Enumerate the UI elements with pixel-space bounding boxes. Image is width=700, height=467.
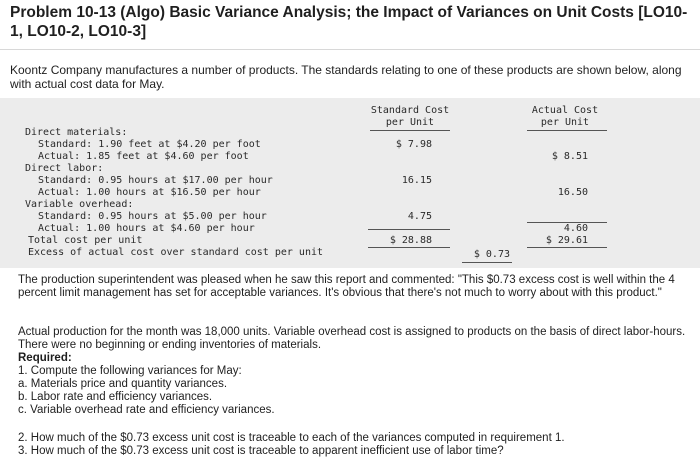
requirement-1: 1. Compute the following variances for May: <box>18 365 242 377</box>
required-label: Required: <box>18 352 72 364</box>
total-cost-label: Total cost per unit <box>28 235 143 246</box>
direct-materials-label: Direct materials: <box>25 127 128 138</box>
superintendent-quote: The production superintendent was pleased when he saw this report and commented: "This $0.73 excess cost is well within the 4 percent limit management has set for acceptable variances. It's obvious that there's not much to worry about with this product." <box>18 274 675 299</box>
vo-standard-row: Standard: 0.95 hours at $5.00 per hour <box>38 211 267 222</box>
dm-standard-value: $ 7.98 <box>395 139 432 150</box>
actual-header-line1: Actual Cost <box>531 105 599 116</box>
vo-standard-value: 4.75 <box>407 211 432 222</box>
total-actual-value: $ 29.61 <box>545 235 588 246</box>
requirement-1b: b. Labor rate and efficiency variances. <box>18 391 213 403</box>
vo-actual-row: Actual: 1.00 hours at $4.60 per hour <box>38 223 255 234</box>
actual-header-line2: per Unit <box>540 117 590 128</box>
standard-header-underline <box>370 130 450 131</box>
intro-text: Koontz Company manufactures a number of products. The standards relating to one of these products are shown below, along with actual cost data for May. <box>10 63 682 91</box>
dm-actual-row: Actual: 1.85 feet at $4.60 per foot <box>38 151 249 162</box>
excess-cost-label: Excess of actual cost over standard cost per unit <box>28 247 324 258</box>
vo-actual-value: 4.60 <box>563 223 588 234</box>
excess-underline <box>462 262 512 263</box>
production-text: Actual production for the month was 18,000 units. Variable overhead cost is assigned to products on the basis of direct labor-hours. There were no beginning or ending inventories of materials. <box>18 326 686 351</box>
dm-standard-row: Standard: 1.90 feet at $4.20 per foot <box>38 139 261 150</box>
requirement-1a: a. Materials price and quantity variances. <box>18 378 228 390</box>
standard-header-line2: per Unit <box>385 117 435 128</box>
standard-total-rule <box>368 229 450 230</box>
problem-title: Problem 10-13 (Algo) Basic Variance Analysis; the Impact of Variances on Unit Costs [LO10-1, LO10-2, LO10-3] <box>10 4 688 40</box>
dl-actual-value: 16.50 <box>557 187 588 198</box>
actual-header-underline <box>527 130 607 131</box>
direct-labor-label: Direct labor: <box>25 163 104 174</box>
variable-overhead-label: Variable overhead: <box>25 199 134 210</box>
total-standard-value: $ 28.88 <box>389 235 432 246</box>
standard-total-double-rule <box>368 247 450 248</box>
requirement-2: 2. How much of the $0.73 excess unit cost is traceable to each of the variances computed in requirement 1. <box>18 432 565 444</box>
requirement-1c: c. Variable overhead rate and efficiency variances. <box>18 404 275 416</box>
cost-table <box>0 98 700 268</box>
standard-header-line1: Standard Cost <box>370 105 450 116</box>
dm-actual-value: $ 8.51 <box>551 151 588 162</box>
dl-actual-row: Actual: 1.00 hours at $16.50 per hour <box>38 187 261 198</box>
actual-total-rule <box>527 222 607 223</box>
dl-standard-row: Standard: 0.95 hours at $17.00 per hour <box>38 175 273 186</box>
title-divider <box>0 49 700 50</box>
actual-total-double-rule <box>527 247 607 248</box>
dl-standard-value: 16.15 <box>401 175 432 186</box>
requirement-3: 3. How much of the $0.73 excess unit cost is traceable to apparent inefficient use of labor time? <box>18 445 504 457</box>
excess-value: $ 0.73 <box>473 249 510 260</box>
